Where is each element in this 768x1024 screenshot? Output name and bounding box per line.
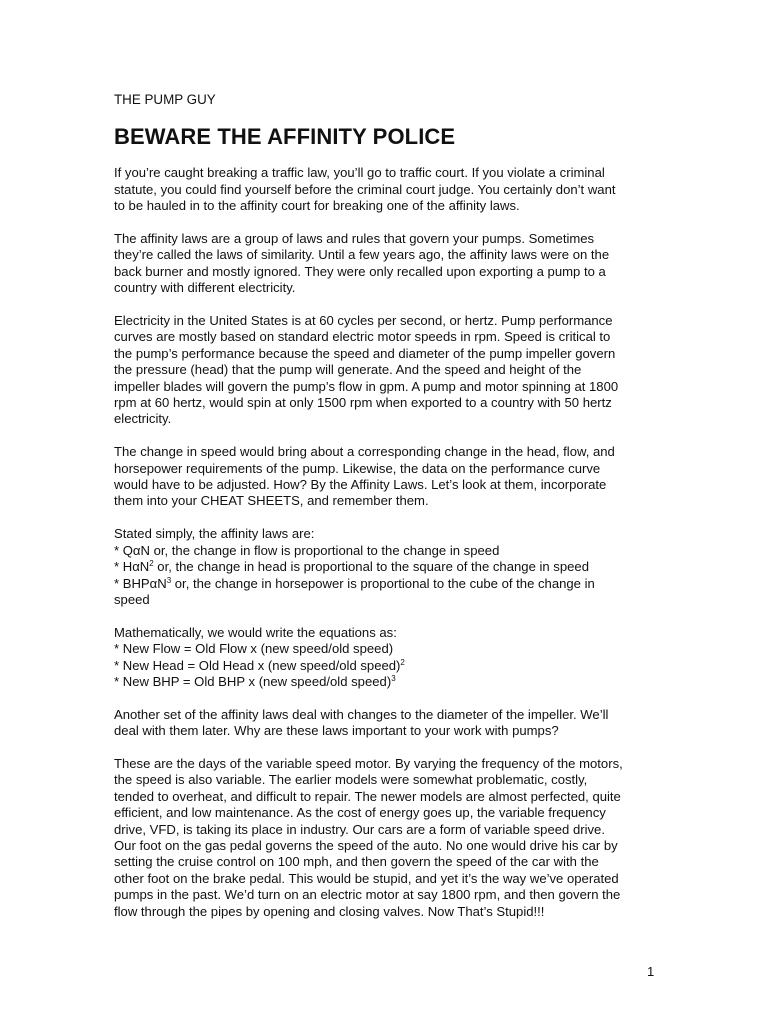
- article-body: [114, 92, 659, 936]
- text-line: the pump’s performance because the speed and diameter of the pump impeller govern: [114, 345, 616, 361]
- text-line: rpm at 60 hertz, would spin at only 1500 rpm when exported to a country with 50 hertz: [114, 395, 612, 411]
- text-line: Another set of the affinity laws deal with changes to the diameter of the impeller. We’ll: [114, 706, 609, 722]
- text-line: to be hauled in to the affinity court for breaking one of the affinity laws.: [114, 198, 520, 214]
- paragraph-2: [114, 231, 659, 297]
- exponent: 3: [391, 673, 396, 683]
- paragraph-4: [114, 444, 659, 510]
- text-line: drive, VFD, is taking its place in industry. Our cars are a form of variable speed drive.: [114, 821, 605, 837]
- text-line: efficient, and low maintenance. As the cost of energy goes up, the variable frequency: [114, 805, 606, 821]
- page-number: 1: [647, 964, 655, 979]
- paragraph-8: [114, 756, 659, 920]
- text-line: curves are mostly based on standard electric motor speeds in rpm. Speed is critical to: [114, 329, 611, 345]
- equation-head: [114, 658, 659, 674]
- paragraph-7: [114, 707, 659, 740]
- law-text: or, the change in horsepower is proportional to the cube of the change in: [171, 575, 595, 591]
- text-line: flow through the pipes by opening and closing valves. Now That’s Stupid!!!: [114, 903, 545, 919]
- text-line: pumps in the past. We’d turn on an electric motor at say 1800 rpm, and then govern the: [114, 887, 621, 903]
- exponent: 2: [400, 657, 405, 667]
- text-line: impeller blades will govern the pump’s flow in gpm. A pump and motor spinning at 1800: [114, 378, 619, 394]
- text-line: them into your CHEAT SHEETS, and remember them.: [114, 493, 429, 509]
- text-line: would have to be adjusted. How? By the Affinity Laws. Let’s look at them, incorporate: [114, 477, 607, 493]
- text-line: The affinity laws are a group of laws and rules that govern your pumps. Sometimes: [114, 231, 595, 247]
- text-line: Our foot on the gas pedal governs the speed of the auto. No one would drive his car by: [114, 837, 618, 853]
- text-line: statute, you could find yourself before the criminal court judge. You certainly don’t want: [114, 181, 616, 197]
- exponent: 2: [149, 559, 154, 569]
- text-line: The change in speed would bring about a corresponding change in the head, flow, and: [114, 444, 615, 460]
- text-line: These are the days of the variable speed motor. By varying the frequency of the motors,: [114, 755, 623, 771]
- article-title: BEWARE THE AFFINITY POLICE: [114, 124, 456, 150]
- text-line: country with different electricity.: [114, 280, 296, 296]
- text-line: electricity.: [114, 411, 172, 427]
- exponent: 3: [166, 575, 172, 585]
- list-intro: Stated simply, the affinity laws are:: [114, 526, 315, 542]
- list-item-flow-law: * QαN or, the change in flow is proportional to the change in speed: [114, 542, 500, 558]
- equation-flow: * New Flow = Old Flow x (new speed/old speed): [114, 641, 394, 657]
- text-line: If you’re caught breaking a traffic law, you’ll go to traffic court. If you violate a criminal: [114, 165, 605, 181]
- text-line: the pressure (head) that the pump will generate. And the speed and height of the: [114, 362, 582, 378]
- paragraph-1: [114, 165, 659, 214]
- list-item-bhp-law: [114, 576, 659, 592]
- text-line: setting the cruise control on 100 mph, and then govern the speed of the car with the: [114, 854, 599, 870]
- paragraph-3: [114, 313, 659, 428]
- affinity-laws-list: [114, 526, 659, 608]
- list-item-bhp-law-cont: speed: [114, 591, 150, 607]
- text-line: deal with them later. Why are these laws important to your work with pumps?: [114, 723, 559, 739]
- law-text: or, the change in head is proportional to the square of the change in speed: [153, 559, 589, 575]
- equation-text: * New Head = Old Head x (new speed/old speed): [114, 657, 401, 673]
- text-line: the speed is also variable. The earlier models were somewhat problematic, costly,: [114, 772, 588, 788]
- law-symbol: * BHPαN: [114, 575, 167, 591]
- text-line: they’re called the laws of similarity. Until a few years ago, the affinity laws were on the: [114, 247, 610, 263]
- list-intro: Mathematically, we would write the equations as:: [114, 624, 397, 640]
- equation-text: * New BHP = Old BHP x (new speed/old speed): [114, 673, 392, 689]
- equation-bhp: [114, 674, 659, 690]
- law-symbol: * HαN: [114, 559, 150, 575]
- column-header: THE PUMP GUY: [114, 92, 216, 107]
- equations-list: [114, 625, 659, 691]
- text-line: horsepower requirements of the pump. Likewise, the data on the performance curve: [114, 460, 601, 476]
- text-line: Electricity in the United States is at 60 cycles per second, or hertz. Pump performance: [114, 313, 613, 329]
- text-line: back burner and mostly ignored. They were only recalled upon exporting a pump to a: [114, 263, 606, 279]
- list-item-head-law: [114, 559, 659, 575]
- text-line: tended to overheat, and difficult to repair. The newer models are almost perfected, quite: [114, 788, 621, 804]
- text-line: other foot on the brake pedal. This would be stupid, and yet it’s the way we’ve operated: [114, 870, 619, 886]
